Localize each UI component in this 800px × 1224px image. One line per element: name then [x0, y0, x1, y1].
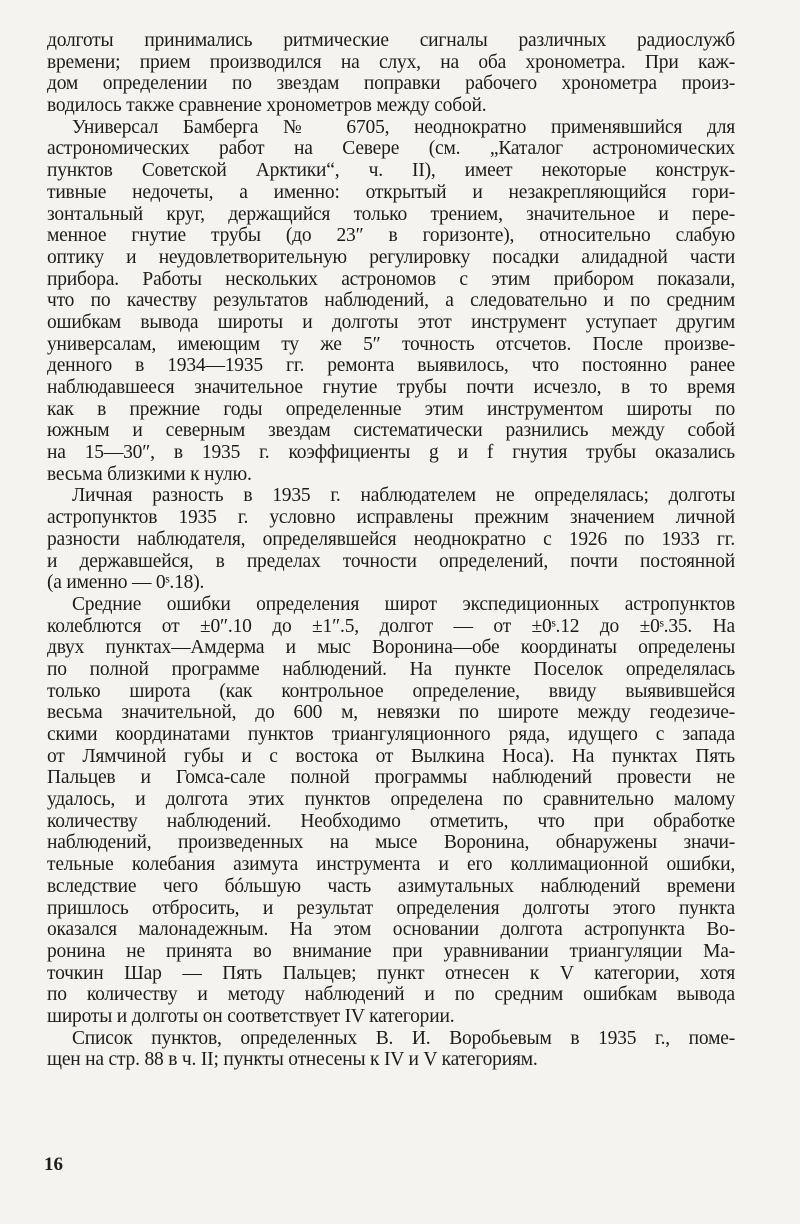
text-line: пришлось отбросить, и результат определения долготы этого пункта	[47, 897, 735, 919]
text-line: дом определении по звездам поправки рабочего хронометра произ-	[47, 73, 735, 95]
text-line: и державшейся, в пределах точности определений, почти постоянной	[47, 550, 735, 572]
text-line: только широта (как контрольное определение, ввиду выявившейся	[47, 680, 735, 702]
text-line: наблюдавшееся значительное гнутие трубы почти исчезло, в то время	[47, 377, 735, 398]
text-line: прибора. Работы нескольких астрономов с этим прибором показали,	[47, 268, 735, 290]
text-line: тельные колебания азимута инструмента и его коллимационной ошибки,	[47, 854, 735, 876]
text-line: ошибкам вывода широты и долготы этот инструмент уступает другим	[47, 311, 735, 333]
paragraph	[47, 485, 735, 593]
text-line: Личная разность в 1935 г. наблюдателем не определялась; долготы	[72, 485, 735, 507]
page-number: 16	[44, 1154, 63, 1175]
text-line: что по качеству результатов наблюдений, а следовательно и по средним	[47, 290, 735, 312]
text-line: от Лямчиной губы и с востока от Вылкина Носа). На пунктах Пять	[47, 745, 735, 767]
text-line: оказался малонадежным. На этом основании долгота астропункта Во-	[47, 919, 735, 941]
text-line: Список пунктов, определенных В. И. Воробьевым в 1935 г., поме-	[72, 1027, 735, 1049]
text-line: денного в 1934—1935 гг. ремонта выявилось, что постоянно ранее	[47, 355, 735, 377]
text-line: весьма близкими к нулю.	[47, 463, 252, 485]
text-line: универсалам, имеющим ту же 5″ точность отсчетов. После произве-	[47, 333, 735, 355]
text-line: времени; прием производился на слух, на оба хронометра. При каж-	[47, 51, 735, 73]
text-line: как в прежние годы определенные этим инструментом широты по	[47, 398, 735, 420]
text-line: по полной программе наблюдений. На пункте Поселок определялась	[47, 658, 735, 680]
text-line: оптику и неудовлетворительную регулировку посадки алидадной части	[47, 246, 735, 268]
text-line: пунктов Советской Арктики“, ч. II), имеет некоторые конструк-	[47, 160, 735, 182]
text-line: тивные недочеты, а именно: открытый и незакрепляющийся гори-	[47, 181, 735, 203]
text-line: точкин Шар — Пять Пальцев; пункт отнесен к V категории, хотя	[47, 962, 735, 984]
text-line: удалось, и долгота этих пунктов определена по сравнительно малому	[47, 789, 735, 811]
text-line: на 15—30″, в 1935 г. коэффициенты g и f гнутия трубы оказались	[47, 442, 735, 464]
text-line: весьма значительной, до 600 м, невязки по широте между геодезиче-	[47, 702, 735, 724]
text-line: Средние ошибки определения широт экспедиционных астропунктов	[72, 593, 735, 615]
paragraph	[47, 117, 735, 486]
text-line: Универсал Бамберга № 6705, неоднократно применявшийся для	[72, 116, 735, 138]
paragraph	[47, 30, 735, 117]
text-line: (а именно — 0ˢ.18).	[47, 572, 205, 594]
text-line: колеблются от ±0″.10 до ±1″.5, долгот — от ±0ˢ.12 до ±0ˢ.35. На	[47, 615, 735, 637]
text-line: астрономических работ на Севере (см. „Каталог астрономических	[47, 138, 735, 160]
text-line: Пальцев и Гомса-сале полной программы наблюдений провести не	[47, 767, 735, 789]
text-line: широты и долготы он соответствует IV категории.	[47, 1005, 455, 1027]
text-line: водилось также сравнение хронометров между собой.	[47, 95, 487, 117]
text-line: астропунктов 1935 г. условно исправлены прежним значением личной	[47, 507, 735, 529]
text-line: щен на стр. 88 в ч. II; пункты отнесены к IV и V категориям.	[47, 1049, 538, 1071]
text-line: скими координатами пунктов триангуляционного ряда, идущего с запада	[47, 724, 735, 745]
text-line: зонтальный круг, держащийся только трением, значительное и пере-	[47, 203, 735, 225]
text-line: долготы принимались ритмические сигналы различных радиослужб	[47, 30, 735, 51]
paragraph	[47, 594, 735, 1028]
paragraph	[47, 1028, 735, 1071]
text-line: двух пунктах—Амдерма и мыс Воронина—обе координаты определены	[47, 637, 735, 659]
document-body	[47, 30, 735, 1071]
text-line: ронина не принята во внимание при уравнивании триангуляции Ма-	[47, 940, 735, 962]
text-line: вследствие чего бóльшую часть азимутальных наблюдений времени	[47, 875, 735, 897]
text-line: наблюдений, произведенных на мысе Воронина, обнаружены значи-	[47, 832, 735, 854]
text-line: количеству наблюдений. Необходимо отметить, что при обработке	[47, 810, 735, 832]
text-line: по количеству и методу наблюдений и по средним ошибкам вывода	[47, 984, 735, 1006]
text-line: разности наблюдателя, определявшейся неоднократно с 1926 по 1933 гг.	[47, 528, 735, 550]
text-line: менное гнутие трубы (до 23″ в горизонте), относительно слабую	[47, 225, 735, 247]
text-line: южным и северным звездам систематически разнились между собой	[47, 420, 735, 442]
